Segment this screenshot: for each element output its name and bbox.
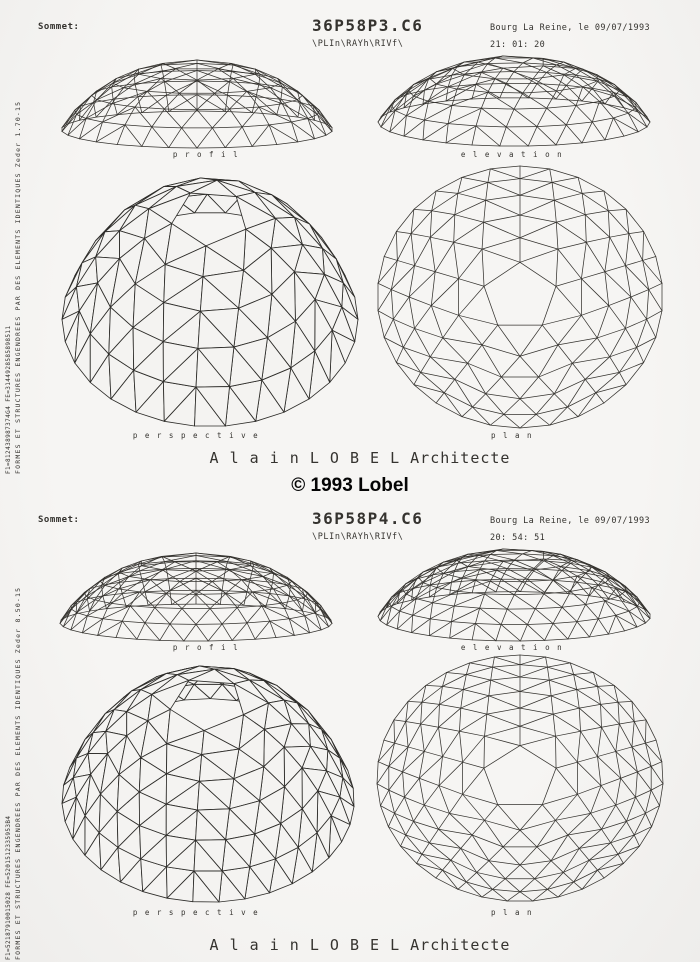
elevation-view-drawing (378, 549, 650, 641)
architect-signature: A l a i n L O B E L Architecte (209, 936, 511, 954)
copyright-watermark: © 1993 Lobel (291, 475, 409, 496)
side-text-numbers: F1=812438987374G4 FE=3144928585898511 (5, 325, 12, 474)
profil-label: p r o f i l (172, 643, 240, 652)
sommet-label: Sommet: (38, 22, 80, 32)
profil-view-drawing (60, 553, 332, 641)
perspective-view-drawing (62, 666, 354, 902)
profil-view-drawing (62, 60, 332, 148)
profil-label: p r o f i l (172, 150, 240, 159)
drawing-title: 36P58P4.C6 (312, 509, 424, 528)
elevation-label: e l e v a t i o n (460, 643, 564, 652)
perspective-label: p e r s p e c t i v e (132, 431, 260, 440)
drawing-title: 36P58P3.C6 (312, 16, 424, 35)
elevation-label: e l e v a t i o n (460, 150, 564, 159)
drawing-subtitle: \PLIn\RAYh\RIVf\ (312, 532, 404, 542)
plot-time: 20: 54: 51 (490, 533, 546, 543)
side-text-main: FORMES ET STRUCTURES ENGENDREES PAR DES ELEMENTS IDENTIQUES Zeder 1.70-15 (14, 100, 22, 474)
perspective-label: p e r s p e c t i v e (132, 908, 260, 917)
place-date: Bourg La Reine, le 09/07/1993 (490, 23, 651, 33)
plot-time: 21: 01: 20 (490, 40, 546, 50)
place-date: Bourg La Reine, le 09/07/1993 (490, 516, 651, 526)
side-text-main: FORMES ET STRUCTURES ENGENDREES PAR DES ELEMENTS IDENTIQUES Zeder 8.50-15 (14, 586, 22, 960)
plan-view-drawing (377, 655, 663, 901)
plan-label: p l a n (490, 908, 534, 917)
elevation-view-drawing (378, 56, 650, 146)
plan-label: p l a n (490, 431, 534, 440)
plan-view-drawing (378, 166, 662, 428)
perspective-view-drawing (62, 178, 358, 426)
architect-signature: A l a i n L O B E L Architecte (209, 449, 511, 467)
side-text-numbers: F1=52187910015028 FE=5201512335953B4 (5, 815, 12, 960)
sommet-label: Sommet: (38, 515, 80, 525)
drawing-subtitle: \PLIn\RAYh\RIVf\ (312, 39, 404, 49)
